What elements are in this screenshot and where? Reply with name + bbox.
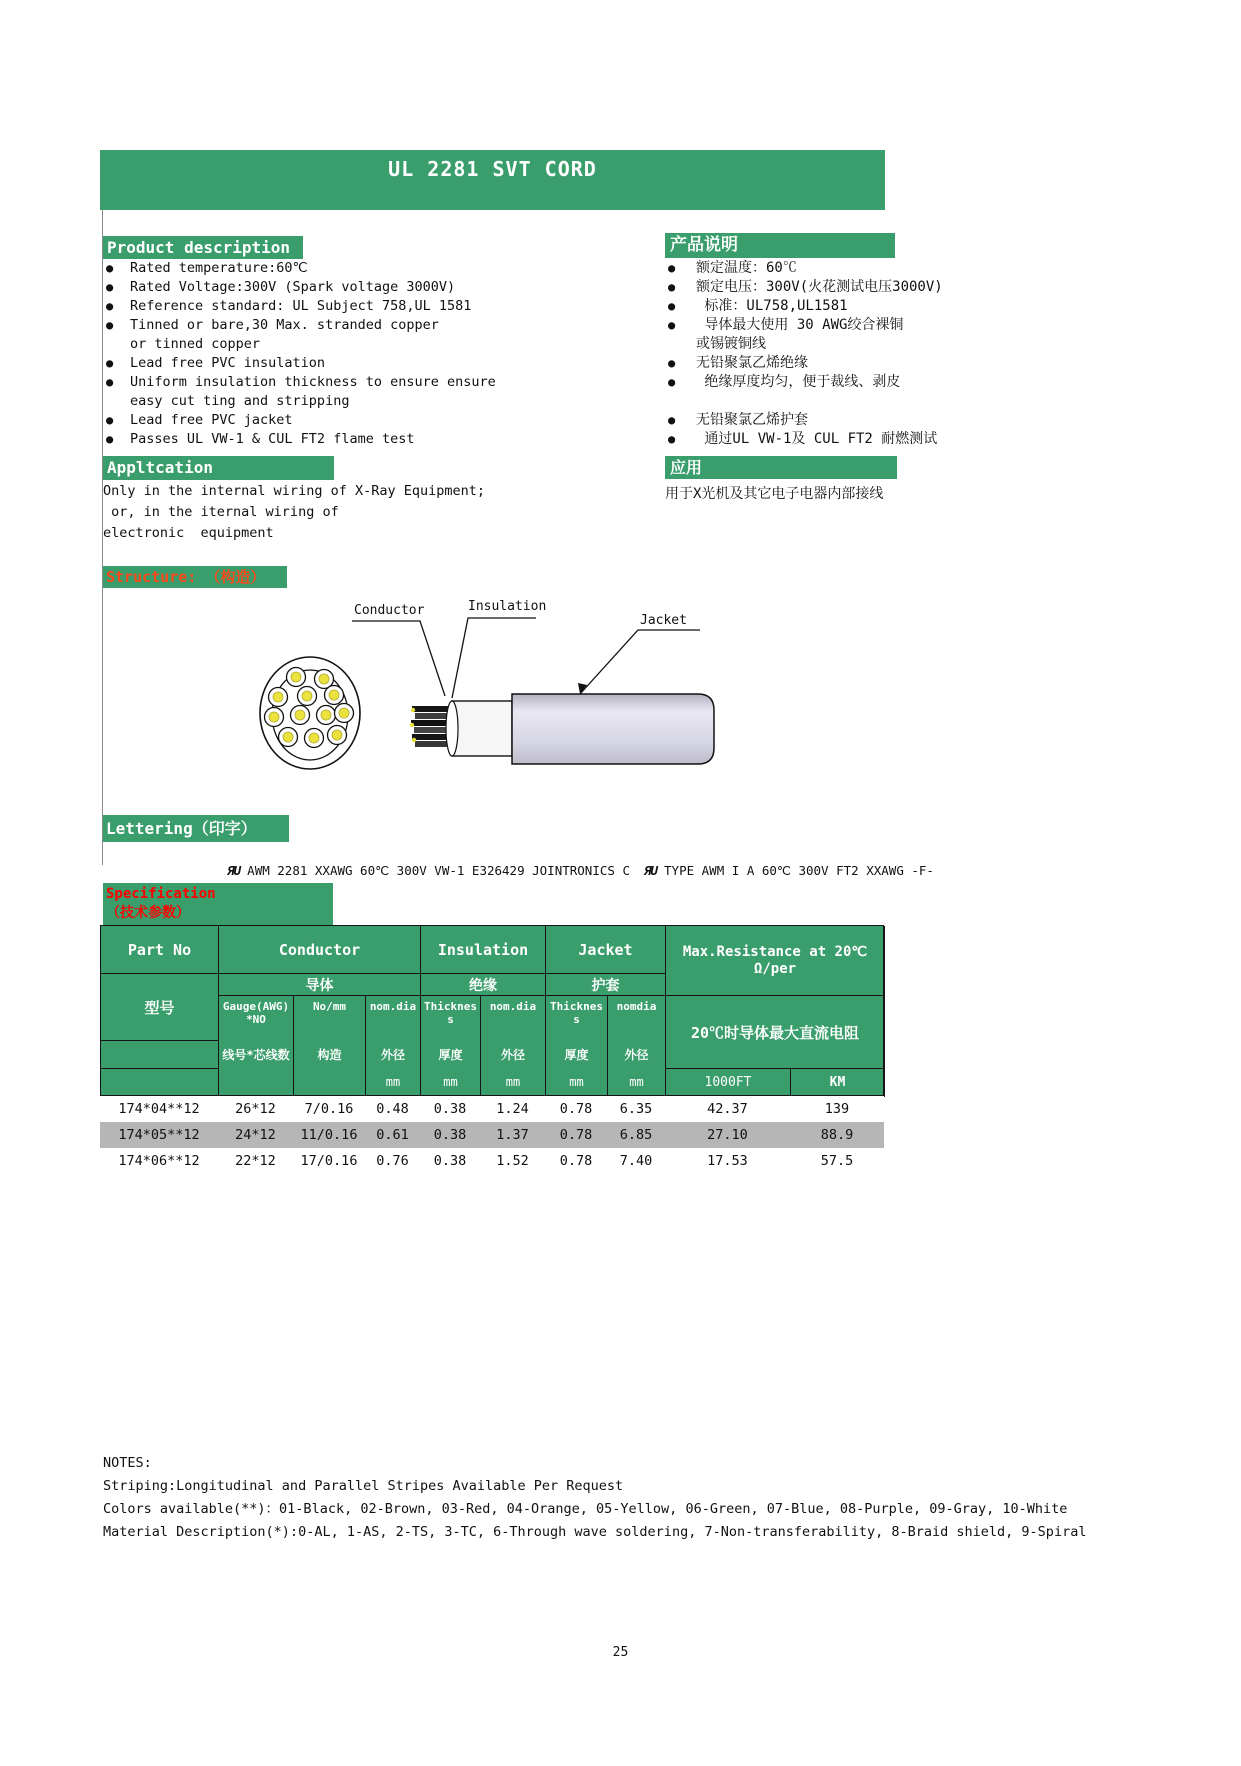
bullet-icon: ● [668, 375, 676, 389]
product-description-list [106, 259, 496, 449]
notes-section [103, 1452, 1086, 1544]
list-item [106, 373, 496, 392]
cell-conductor-dia: 0.61 [376, 1127, 409, 1143]
bullet-icon: ● [668, 280, 676, 294]
max-resistance-line2: Ω/per [753, 960, 797, 977]
cell-res-km: 139 [824, 1101, 850, 1117]
page-number: 25 [612, 1645, 629, 1660]
cell-stranding: 17/0.16 [300, 1153, 358, 1169]
subcol-en: nom.dia [369, 1000, 417, 1013]
list-item-continuation [668, 335, 943, 354]
section-header-application-cn: 应用 [665, 456, 897, 479]
lettering-text-1: AWM 2281 XXAWG 60℃ 300V VW-1 E326429 JOINTRONICS C [247, 863, 630, 878]
cable-structure-diagram [100, 588, 900, 788]
list-item [668, 373, 943, 392]
product-description-list-cn [668, 259, 943, 449]
subcol-cn: 厚度 [564, 1048, 589, 1062]
cell-ins-dia: 1.37 [496, 1127, 529, 1143]
subcol-unit: mm [629, 1075, 644, 1089]
bullet-icon: ● [106, 356, 114, 370]
list-item-text: or tinned copper [130, 336, 261, 352]
cell-part-no: 174*04**12 [118, 1101, 200, 1117]
subcol-stranding [294, 996, 366, 1097]
cell-jacket-thickness: 0.78 [559, 1101, 593, 1117]
bullet-icon: ● [106, 299, 114, 313]
lettering-text-2: TYPE AWM I A 60℃ 300V FT2 XXAWG -F- [664, 863, 934, 878]
bullet-icon: ● [106, 261, 114, 275]
cell-gauge: 24*12 [235, 1127, 276, 1143]
spec-table-header [100, 925, 884, 1096]
specification-header-en: Specification [106, 886, 216, 902]
list-item [668, 430, 943, 449]
section-header-lettering: Lettering（印字） [103, 815, 289, 842]
title-bar [100, 150, 885, 210]
cell-jacket-dia: 6.35 [619, 1101, 653, 1117]
col-header-insulation: Insulation [421, 926, 546, 974]
subcol-unit: mm [443, 1075, 458, 1089]
list-item-text: Lead free PVC jacket [130, 412, 293, 428]
list-item [106, 297, 496, 316]
application-line: or, in the iternal wiring of [103, 504, 339, 520]
subcol-insulation-thickness [421, 996, 481, 1097]
bullet-icon: ● [668, 432, 676, 446]
list-item-text: Uniform insulation thickness to ensure ensure [130, 374, 496, 390]
bullet-icon: ● [106, 375, 114, 389]
cell-jacket-dia: 6.85 [619, 1127, 653, 1143]
col-header-part-no: Part No [101, 926, 219, 974]
notes-line: Material Description(*):0-AL, 1-AS, 2-TS, 3-TC, 6-Through wave soldering, 7-Non-transferability, 8-Braid shield, 9-Spiral [103, 1524, 1087, 1540]
list-item-text: 无铅聚氯乙烯护套 [696, 412, 808, 428]
cell-ins-thickness: 0.38 [433, 1153, 467, 1169]
list-item-text: 或锡镀铜线 [696, 336, 766, 352]
section-header-specification [103, 883, 333, 927]
ul-recognized-mark-icon: ЯU [643, 863, 658, 878]
cell-res-1000ft: 42.37 [707, 1101, 748, 1117]
bullet-icon: ● [668, 299, 676, 313]
list-item [668, 354, 943, 373]
bullet-icon: ● [668, 261, 676, 275]
list-item-text: Lead free PVC insulation [130, 355, 326, 371]
cell-gauge: 22*12 [235, 1153, 276, 1169]
page-title: UL 2281 SVT CORD [388, 157, 597, 181]
cell-res-1000ft: 17.53 [707, 1153, 748, 1169]
notes-line: Colors available(**)：01-Black, 02-Brown, 03-Red, 04-Orange, 05-Yellow, 06-Green, 07-Blue, 08-Purple, 09-Gray, 10-White [103, 1501, 1068, 1517]
insulation-tube [446, 701, 512, 756]
bullet-icon: ● [668, 356, 676, 370]
subcol-cn: 外径 [500, 1048, 525, 1062]
application-text-cn: 用于X光机及其它电子电器内部接线 [665, 486, 884, 502]
subcol-unit [294, 1070, 365, 1096]
cell-res-km: 88.9 [820, 1127, 854, 1143]
subcol-conductor-dia [366, 996, 421, 1097]
cell-ins-thickness: 0.38 [433, 1127, 467, 1143]
table-row [100, 1096, 884, 1122]
notes-line: Striping:Longitudinal and Parallel Stripes Available Per Request [103, 1478, 624, 1494]
ul-recognized-mark-icon: ЯU [227, 863, 241, 878]
list-item [106, 278, 496, 297]
list-item [668, 411, 943, 430]
cable-cross-section [260, 657, 360, 769]
col-header-conductor: Conductor [219, 926, 421, 974]
cell-conductor-dia: 0.48 [376, 1101, 409, 1117]
subcol-en: nom.dia [489, 1000, 537, 1013]
list-item-text: Passes UL VW-1 & CUL FT2 flame test [130, 431, 415, 447]
list-item-text: Tinned or bare,30 Max. stranded copper [130, 317, 439, 333]
cell-jacket-thickness: 0.78 [559, 1153, 593, 1169]
list-item-text: Rated Voltage:300V (Spark voltage 3000V) [130, 279, 456, 295]
list-item-continuation [106, 392, 496, 411]
header-empty-cell [101, 1041, 219, 1069]
col-header-conductor-cn: 导体 [219, 974, 421, 996]
cell-part-no: 174*05**12 [118, 1127, 200, 1143]
subcol-en: Thickness [550, 1000, 603, 1026]
application-line: Only in the internal wiring of X-Ray Equipment; [103, 483, 486, 499]
subcol-gauge [219, 996, 294, 1097]
section-header-structure: Structure: （构造） [103, 566, 287, 588]
subcol-unit: mm [385, 1075, 401, 1089]
subcol-unit [219, 1070, 293, 1096]
subcol-cn: 线号*芯线数 [222, 1048, 290, 1062]
subcol-unit: mm [505, 1075, 521, 1089]
cell-ins-dia: 1.24 [496, 1101, 529, 1117]
table-row [100, 1148, 884, 1174]
col-header-jacket-cn: 护套 [546, 974, 666, 996]
list-item-text: 绝缘厚度均匀，便于裁线、剥皮 [696, 374, 901, 390]
list-item [106, 411, 496, 430]
subcol-en: No/mm [312, 1000, 347, 1013]
application-line: electronic equipment [103, 525, 274, 541]
cell-res-km: 57.5 [820, 1153, 854, 1169]
bullet-icon: ● [106, 318, 114, 332]
subcol-cn: 构造 [317, 1048, 342, 1062]
list-item-text: easy cut ting and stripping [130, 393, 350, 409]
cell-ins-dia: 1.52 [496, 1153, 529, 1169]
subcol-en: Gauge(AWG)*NO [222, 1000, 290, 1026]
list-item [106, 316, 496, 335]
list-item [668, 278, 943, 297]
col-header-max-resistance-cn: 20℃时导体最大直流电阻 [666, 996, 885, 1069]
list-item-text: 额定温度：60℃ [696, 260, 797, 276]
section-header-product-description-cn: 产品说明 [665, 233, 895, 258]
col-header-jacket: Jacket [546, 926, 666, 974]
subcol-jacket-thickness [546, 996, 608, 1097]
specification-header-cn: （技术参数） [106, 905, 190, 921]
list-item-text: 额定电压：300V(火花测试电压3000V) [696, 279, 943, 295]
col-header-insulation-cn: 绝缘 [421, 974, 546, 996]
cell-conductor-dia: 0.76 [376, 1153, 409, 1169]
col-header-max-resistance [666, 926, 885, 996]
cell-part-no: 174*06**12 [118, 1153, 200, 1169]
col-header-km: KM [791, 1069, 885, 1097]
list-item-text: Reference standard: UL Subject 758,UL 1581 [130, 298, 472, 314]
application-text [103, 481, 485, 544]
list-item-text: Rated temperature:60℃ [130, 260, 308, 276]
jacket-body [512, 694, 714, 764]
list-item [668, 316, 943, 335]
leader-lines [352, 618, 700, 698]
bullet-icon: ● [106, 280, 114, 294]
list-item [106, 354, 496, 373]
subcol-jacket-dia [608, 996, 666, 1097]
bullet-icon: ● [668, 318, 676, 332]
notes-title: NOTES: [103, 1455, 152, 1471]
list-item [668, 259, 943, 278]
list-item-text: 通过UL VW-1及 CUL FT2 耐燃测试 [696, 431, 938, 447]
conductor-label: Conductor [354, 603, 425, 618]
list-item-continuation [106, 335, 496, 354]
subcol-en: Thickness [424, 1000, 477, 1026]
subcol-cn: 外径 [624, 1048, 649, 1062]
bullet-icon: ● [668, 413, 676, 427]
list-item-blank [668, 392, 943, 411]
subcol-cn: 厚度 [438, 1048, 463, 1062]
cell-jacket-dia: 7.40 [619, 1153, 653, 1169]
list-item [668, 297, 943, 316]
bullet-icon: ● [106, 413, 114, 427]
col-header-part-no-cn: 型号 [101, 974, 219, 1041]
list-item-text: 标准：UL758,UL1581 [696, 298, 848, 314]
subcol-unit: mm [569, 1075, 584, 1089]
cell-gauge: 26*12 [235, 1101, 276, 1117]
cell-stranding: 7/0.16 [304, 1101, 354, 1117]
cell-ins-thickness: 0.38 [433, 1101, 467, 1117]
cell-res-1000ft: 27.10 [707, 1127, 748, 1143]
list-item-text: 导体最大使用 30 AWG绞合裸铜 [696, 317, 904, 333]
table-row-highlighted [100, 1122, 884, 1148]
section-header-product-description: Product description [103, 236, 303, 259]
jacket-label: Jacket [640, 613, 687, 628]
section-header-application: Appltcation [103, 456, 334, 480]
header-empty-cell [101, 1069, 219, 1097]
list-item [106, 430, 496, 449]
bullet-icon: ● [106, 432, 114, 446]
col-header-1000ft: 1000FT [666, 1069, 791, 1097]
list-item [106, 259, 496, 278]
cable-side-view [352, 599, 714, 764]
insulation-label: Insulation [468, 599, 547, 614]
subcol-insulation-dia [481, 996, 546, 1097]
subcol-en: nomdia [616, 1000, 657, 1013]
subcol-cn: 外径 [380, 1048, 405, 1062]
cell-stranding: 11/0.16 [300, 1127, 358, 1143]
list-item-text: 无铅聚氯乙烯绝缘 [696, 355, 808, 371]
max-resistance-line1: Max.Resistance at 20℃ [682, 943, 868, 960]
cell-jacket-thickness: 0.78 [559, 1127, 593, 1143]
